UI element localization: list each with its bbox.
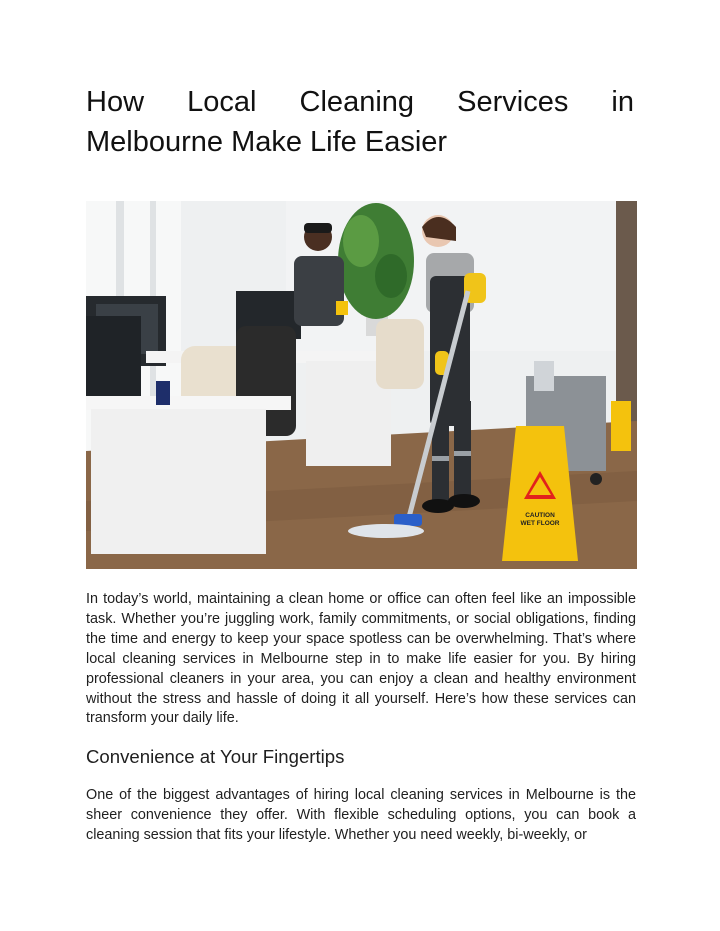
sign-text-wet-floor: WET FLOOR — [520, 520, 560, 527]
title-line-1: How Local Cleaning Services in — [86, 86, 634, 118]
title-line-2: Melbourne Make Life Easier — [86, 126, 448, 158]
intro-paragraph: In today’s world, maintaining a clean home or office can often feel like an impossible task. Whether you’re juggling work, family commitments, or social obligations, finding the time and energy to keep your space spotless can be overwhelming. That’s where local cleaning services in Melbourne step in to make life easier for you. By hiring professional cleaners in your area, you can enjoy a clean and healthy environment without the stress and hassle of doing it all yourself. Here’s how these services can transform your daily life. — [86, 591, 636, 727]
document-title — [86, 82, 634, 162]
section-heading-convenience: Convenience at Your Fingertips — [86, 746, 345, 767]
sign-text-caution: CAUTION — [525, 512, 555, 519]
office-cleaning-photo — [86, 201, 637, 569]
convenience-paragraph: One of the biggest advantages of hiring local cleaning services in Melbourne is the sheer convenience they offer. With flexible scheduling options, you can book a cleaning session that fits your lifestyle. Whether you need weekly, bi-weekly, or — [86, 787, 636, 843]
